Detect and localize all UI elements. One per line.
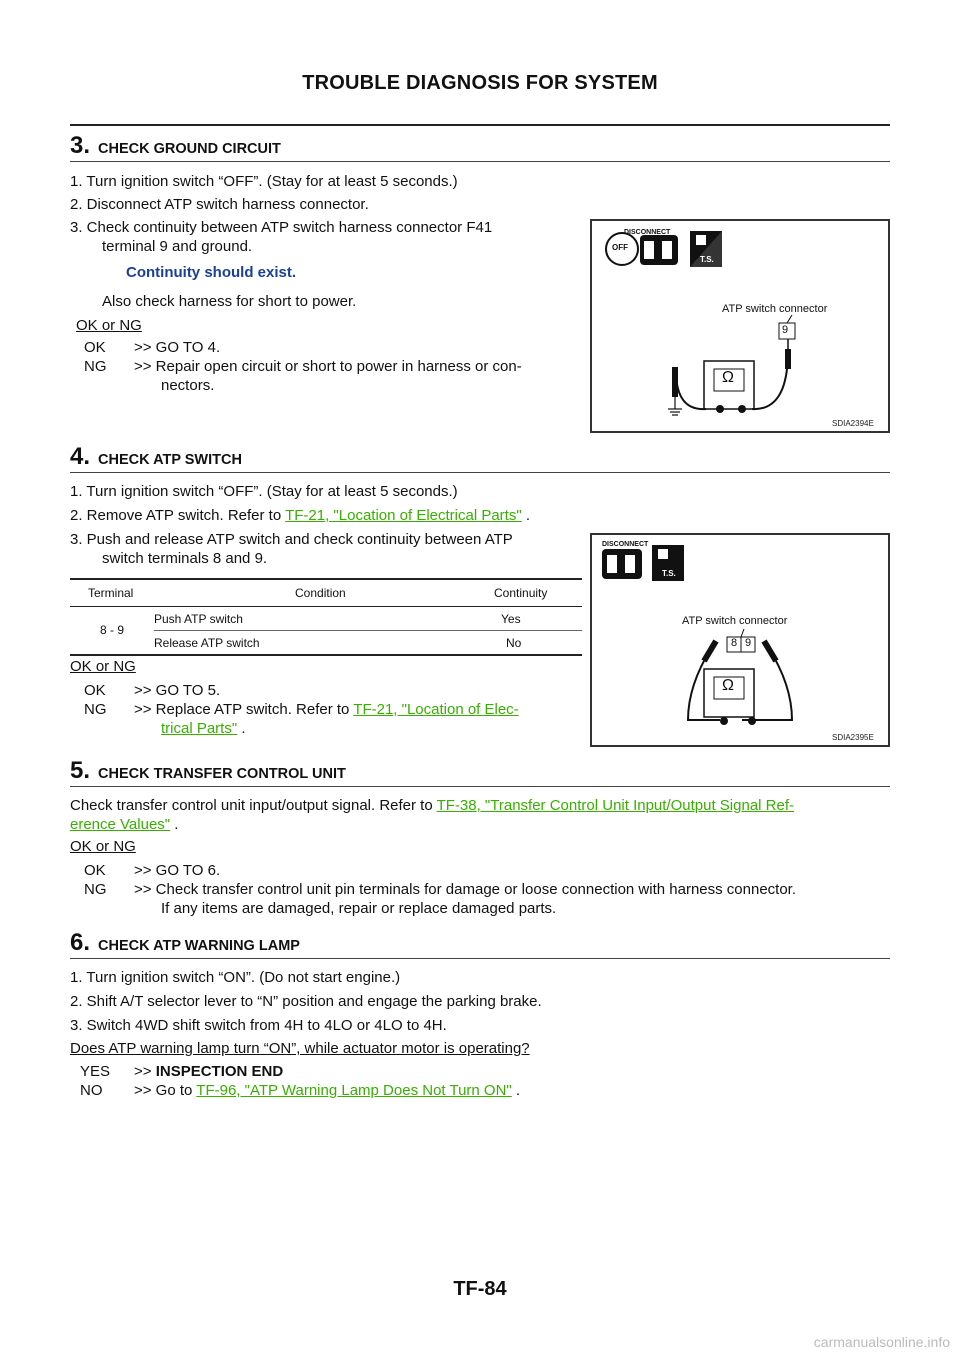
table-cell-condition-release: Release ATP switch [154,636,260,650]
step-4-rule [70,472,890,473]
header-rule [70,124,890,126]
terminal-left [720,717,728,725]
step-5-number: 5. [70,757,91,784]
table-row [154,630,582,654]
probe-ground [672,367,678,397]
step-4-ok-ng: OK or NG [70,658,136,675]
step-4-line-3a: 3. Push and release ATP switch and check continuity between ATP [70,531,513,548]
step-4-line-3b: switch terminals 8 and 9. [102,550,268,567]
continuity-table [70,578,582,656]
ts-label: T.S. [700,255,714,264]
connector-label: ATP switch connector [682,615,788,627]
ohm-symbol: Ω [722,369,734,386]
step-4-ng-label: NG [84,701,107,718]
step-4-ng-text-2 [161,720,246,737]
step-4-number: 4. [70,443,91,470]
step-4-line-1: 1. Turn ignition switch “OFF”. (Stay for at least 5 seconds.) [70,483,458,500]
table-cell-continuity-no: No [506,636,522,650]
step-5-ng-text-2: If any items are damaged, repair or replace damaged parts. [161,900,557,917]
ohm-symbol: Ω [722,677,734,694]
step-3-line-2: 2. Disconnect ATP switch harness connector. [70,196,369,213]
link-atp-warning-lamp[interactable]: TF-96, "ATP Warning Lamp Does Not Turn ON" [196,1082,512,1099]
step-3-line-1: 1. Turn ignition switch “OFF”. (Stay for at least 5 seconds.) [70,173,458,190]
figure-ground-circuit [590,219,890,433]
page-number: TF-84 [453,1278,507,1300]
step-6-inspection-end: INSPECTION END [155,1063,284,1080]
step-4-ng-text-end: . [237,720,246,737]
step-5-line-1-text: Check transfer control unit input/output signal. Refer to [70,797,437,814]
disconnect-label: DISCONNECT [624,229,671,236]
step-5-title: CHECK TRANSFER CONTROL UNIT [98,766,346,782]
link-location-elec-parts-2[interactable]: trical Parts" [161,720,238,737]
step-4-line-2 [70,507,530,524]
step-5-ng-text-1: >> Check transfer control unit pin terminals for damage or loose connection with harness connector. [134,881,797,898]
step-3-ok-ng: OK or NG [76,317,142,334]
step-6-line-2: 2. Shift A/T selector lever to “N” position and engage the parking brake. [70,993,542,1010]
pin-9-label: 9 [745,637,752,649]
probe-connector [785,349,791,369]
step-5-ok-text: >> GO TO 6. [134,862,221,879]
step-6-number: 6. [70,929,91,956]
step-3-ng-text-2: nectors. [161,377,215,394]
step-6-no-text [134,1082,520,1099]
step-3-heading [70,132,281,160]
atp-switch-diagram [592,535,888,745]
step-5-rule [70,786,890,787]
pin-8-label: 8 [731,637,738,649]
link-tcu-signal-2[interactable]: erence Values" [70,816,171,833]
watermark: carmanualsonline.info [813,1334,950,1350]
step-3-number: 3. [70,132,91,159]
step-3-line-4: terminal 9 and ground. [102,238,253,255]
step-4-line-2-end: . [521,507,531,524]
step-5-line-2-end: . [170,816,179,833]
step-4-ng-text [134,701,519,718]
figure-code: SDIA2394E [832,419,874,428]
probe-right [764,641,776,661]
step-6-yes-label: YES [80,1063,111,1080]
table-cell-continuity-yes: Yes [501,612,521,626]
step-6-no-label: NO [80,1082,103,1099]
probe-left [704,641,716,661]
step-4-title: CHECK ATP SWITCH [98,452,242,468]
connector-label: ATP switch connector [722,303,828,315]
table-header-row [70,580,582,607]
disconnect-label: DISCONNECT [602,541,649,548]
step-4-line-2-text: 2. Remove ATP switch. Refer to [70,507,286,524]
terminal-left [716,405,724,413]
step-3-line-3: 3. Check continuity between ATP switch harness connector F41 [70,219,493,236]
step-3-also: Also check harness for short to power. [102,293,357,310]
link-tcu-signal-1[interactable]: TF-38, "Transfer Control Unit Input/Output Signal Ref- [436,797,795,814]
step-6-rule [70,958,890,959]
ts-label: T.S. [662,569,676,578]
step-6-line-1: 1. Turn ignition switch “ON”. (Do not start engine.) [70,969,401,986]
ground-symbol-icon [668,397,682,415]
table-header-condition: Condition [295,586,346,600]
ground-circuit-diagram [592,221,888,431]
step-6-yes-arrow: >> [134,1063,152,1080]
step-5-ng-label: NG [84,881,107,898]
step-6-question: Does ATP warning lamp turn “ON”, while actuator motor is operating? [70,1040,530,1057]
figure-code: SDIA2395E [832,733,874,742]
step-4-ok-label: OK [84,682,106,699]
step-5-heading [70,757,346,785]
step-6-title: CHECK ATP WARNING LAMP [98,938,300,954]
step-4-ok-text: >> GO TO 5. [134,682,221,699]
off-label: OFF [612,243,628,252]
step-6-heading [70,929,300,957]
step-4-heading [70,443,242,471]
page-title: TROUBLE DIAGNOSIS FOR SYSTEM [302,72,658,94]
terminal-right [738,405,746,413]
step-3-spec: Continuity should exist. [126,264,297,281]
link-location-elec-parts-1[interactable]: TF-21, "Location of Elec- [353,701,519,718]
pin-9-label: 9 [782,324,789,336]
disconnect-icon [602,549,642,579]
step-5-line-1 [70,797,794,814]
step-6-no-text-pre: >> Go to [134,1082,197,1099]
terminal-right [748,717,756,725]
lead-ground [676,371,706,409]
step-5-ok-label: OK [84,862,106,879]
table-cell-terminal: 8 - 9 [100,623,125,637]
table-header-continuity: Continuity [494,586,548,600]
lead-connector [752,351,788,409]
table-row [154,606,582,631]
step-3-ok-text: >> GO TO 4. [134,339,221,356]
step-6-line-3: 3. Switch 4WD shift switch from 4H to 4LO or 4LO to 4H. [70,1017,447,1034]
step-5-ok-ng: OK or NG [70,838,136,855]
table-header-terminal: Terminal [88,586,134,600]
step-6-yes-text [134,1063,283,1080]
step-3-rule [70,161,890,162]
step-3-ng-label: NG [84,358,107,375]
figure-atp-switch [590,533,890,747]
table-cell-condition-push: Push ATP switch [154,612,243,626]
step-3-title: CHECK GROUND CIRCUIT [98,141,281,157]
step-5-line-2 [70,816,178,833]
step-4-ng-text-pre: >> Replace ATP switch. Refer to [134,701,354,718]
step-6-no-text-end: . [511,1082,521,1099]
step-3-ok-label: OK [84,339,106,356]
step-3-ng-text-1: >> Repair open circuit or short to power in harness or con- [134,358,522,375]
link-location-electrical-parts[interactable]: TF-21, "Location of Electrical Parts" [285,507,522,524]
